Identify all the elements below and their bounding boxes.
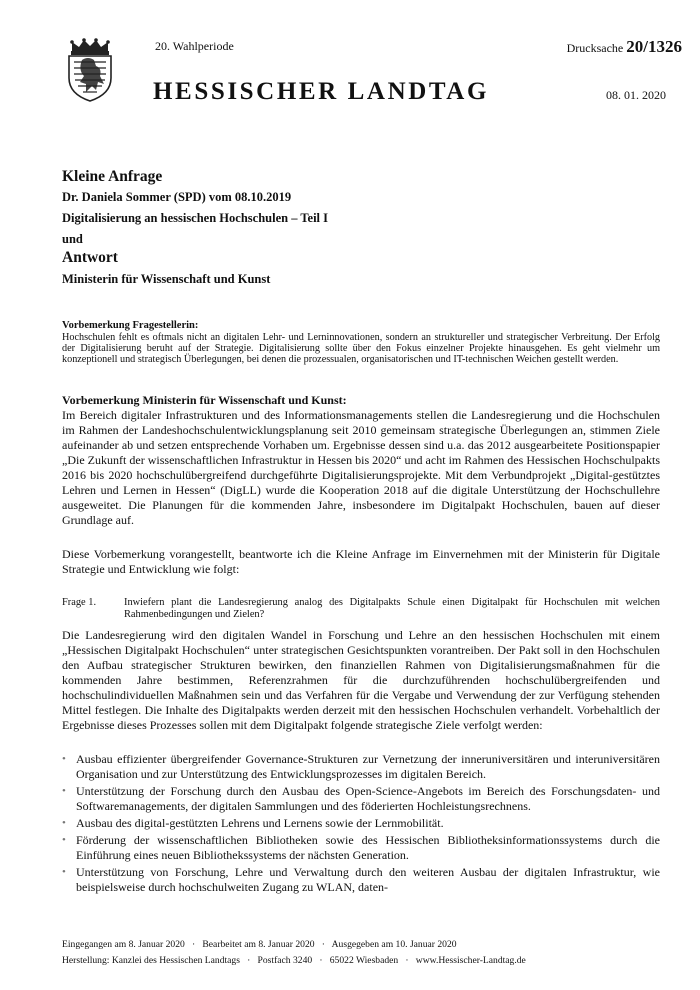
bullet-icon: • <box>62 834 66 846</box>
wahlperiode: 20. Wahlperiode <box>155 39 234 53</box>
goal-text: Ausbau effizienter übergreifender Governance-Strukturen zur Vernetzung der inneruniversitären und interuniversitären Organisation und zur Unterstützung des Entwicklungsprozesses im digitalen Bereich. <box>76 752 660 781</box>
intro-paragraph: Diese Vorbemerkung vorangestellt, beantworte ich die Kleine Anfrage im Einvernehmen mit der Ministerin für Digitale Strategie und Entwicklung wie folgt: <box>62 547 660 576</box>
bullet-icon: • <box>62 817 66 829</box>
goals-list <box>62 752 660 897</box>
goal-text: Unterstützung von Forschung, Lehre und Verwaltung durch den weiteren Ausbau der digitalen Infrastruktur, wie beispielsweise durch hochschulweiten Zugang zu WLAN, daten- <box>76 865 660 894</box>
vorbemerkung-fragestellerin-title: Vorbemerkung Fragestellerin: <box>62 320 199 331</box>
author-line: Dr. Daniela Sommer (SPD) vom 08.10.2019 <box>62 190 292 204</box>
goal-list-item <box>62 752 660 782</box>
goal-list-item <box>62 865 660 895</box>
vorbemerkung-ministerin-title: Vorbemerkung Ministerin für Wissenschaft und Kunst: <box>62 393 347 407</box>
goal-list-item <box>62 816 660 831</box>
vorbemerkung-ministerin <box>62 393 660 528</box>
goal-text: Förderung der wissenschaftlichen Bibliotheken sowie des Hessischen Bibliotheksinformationssystems durch die Einführung eines neuen Bibliothekssystems der nächsten Generation. <box>76 833 660 862</box>
parliament-title: HESSISCHER LANDTAG <box>153 78 489 105</box>
question-1-label: Frage 1. <box>62 597 97 608</box>
footer <box>62 937 662 969</box>
document-type: Kleine Anfrage <box>62 168 163 185</box>
antwort-heading: Antwort <box>62 249 118 266</box>
heading-block <box>62 167 660 288</box>
und-line: und <box>62 232 83 246</box>
bullet-icon: • <box>62 753 66 765</box>
coat-of-arms-icon <box>62 38 118 102</box>
vorbemerkung-fragestellerin-text: Hochschulen fehlt es oftmals nicht an digitalen Lehr- und Lerninnovationen, sondern an struktureller und strategischer Verbreitung. Der Erfolg der Digitalisierung beruht auf der Strategie. Digitalisierung sollte über den Fokus einzelner Projekte hinausgehen. Es geht vielmehr um konzeptionell und strategisch Überlegungen, bei denen die prozessualen, organisatorischen und IT-technischen Weichen gestellt werden. <box>62 332 660 365</box>
drucksache-label: Drucksache <box>566 41 624 55</box>
goal-list-item <box>62 784 660 814</box>
goal-list-item <box>62 833 660 863</box>
bullet-icon: • <box>62 866 66 878</box>
question-1-text: Inwiefern plant die Landesregierung analog des Digitalpakts Schule einen Digitalpakt für Hochschulen mit welchen Rahmenbedingungen und Zielen? <box>124 597 660 620</box>
subject-line: Digitalisierung an hessischen Hochschulen – Teil I <box>62 211 329 225</box>
footer-dates: Eingegangen am 8. Januar 2020 · Bearbeitet am 8. Januar 2020 · Ausgegeben am 10. Januar 2020 <box>62 939 457 950</box>
goal-text: Ausbau des digital-gestützten Lehrens und Lernens sowie der Lernmobilität. <box>76 816 444 830</box>
vorbemerkung-ministerin-text: Im Bereich digitaler Infrastrukturen und des Informationsmanagements stellen die Landesregierung und die Hochschulen im Rahmen der Landeshochschulentwicklungsplanung seit 2010 gemeinsam strategische Überlegungen an, stimmen Ziele aufeinander ab und setzen entsprechende Vorhaben um. Ergebnisse dessen sind u.a. das 2012 ausgearbeitete Positionspapier „Die Zukunft der wissenschaftlichen Infrastruktur in Hessen bis 2020“ und acht im Rahmen des Hessischen Hochschulpakts 2016 bis 2020 hochschulübergreifend durchgeführte Digitalisierungsprojekte. Mit dem Verbundprojekt „Digital-gestütztes Lehren und Lernen in Hessen“ (DigLL) wurde die Kooperation 2018 auf die digitale Unterstützung der Hochschullehre ausgeweitet. Die Planungen für die kommenden Jahre, insbesondere im Digitalpakt Hochschulen, bauen auf dieser Grundlage auf. <box>62 408 660 527</box>
document-date: 08. 01. 2020 <box>606 88 666 102</box>
goal-text: Unterstützung der Forschung durch den Ausbau des Open-Science-Angebots im Bereich des Forschungsdaten- und Softwaremanagements, der digitalen Sammlungen und des föderierten Hochleistungsrechnens. <box>76 784 660 813</box>
drucksache <box>567 37 682 57</box>
bullet-icon: • <box>62 785 66 797</box>
vorbemerkung-fragestellerin <box>62 320 660 365</box>
answer-1: Die Landesregierung wird den digitalen Wandel in Forschung und Lehre an den hessischen Hochschulen mit einem „Hessischen Digitalpakt Hochschulen“ unter strategischen Gesichtspunkten vorantreiben. Der Pakt soll in den Hochschulen den Aufbau strategischer Strukturen bewirken, den finanziellen Rahmen von Digitalisierungsmaßnahmen für die kommenden Jahre bestimmen, Referenzrahmen für die durchzuführenden hochschulübergreifenden und hochschulindividuellen Maßnahmen sein und das Verfahren für die Vergabe und Verwendung der zur Verfügung stehenden Mittel festlegen. Die Inhalte des Digitalpakts werden derzeit mit den hessischen Hochschulen verhandelt. Vorbehaltlich der Ergebnisse dieses Prozesses sollen mit dem Digitalpakt folgende strategische Ziele verfolgt werden: <box>62 628 660 732</box>
drucksache-number: 20/1326 <box>626 37 682 56</box>
ministry-line: Ministerin für Wissenschaft und Kunst <box>62 272 271 286</box>
question-1 <box>62 597 660 621</box>
footer-publisher: Herstellung: Kanzlei des Hessischen Landtags · Postfach 3240 · 65022 Wiesbaden · www.Hessischer-Landtag.de <box>62 955 526 966</box>
